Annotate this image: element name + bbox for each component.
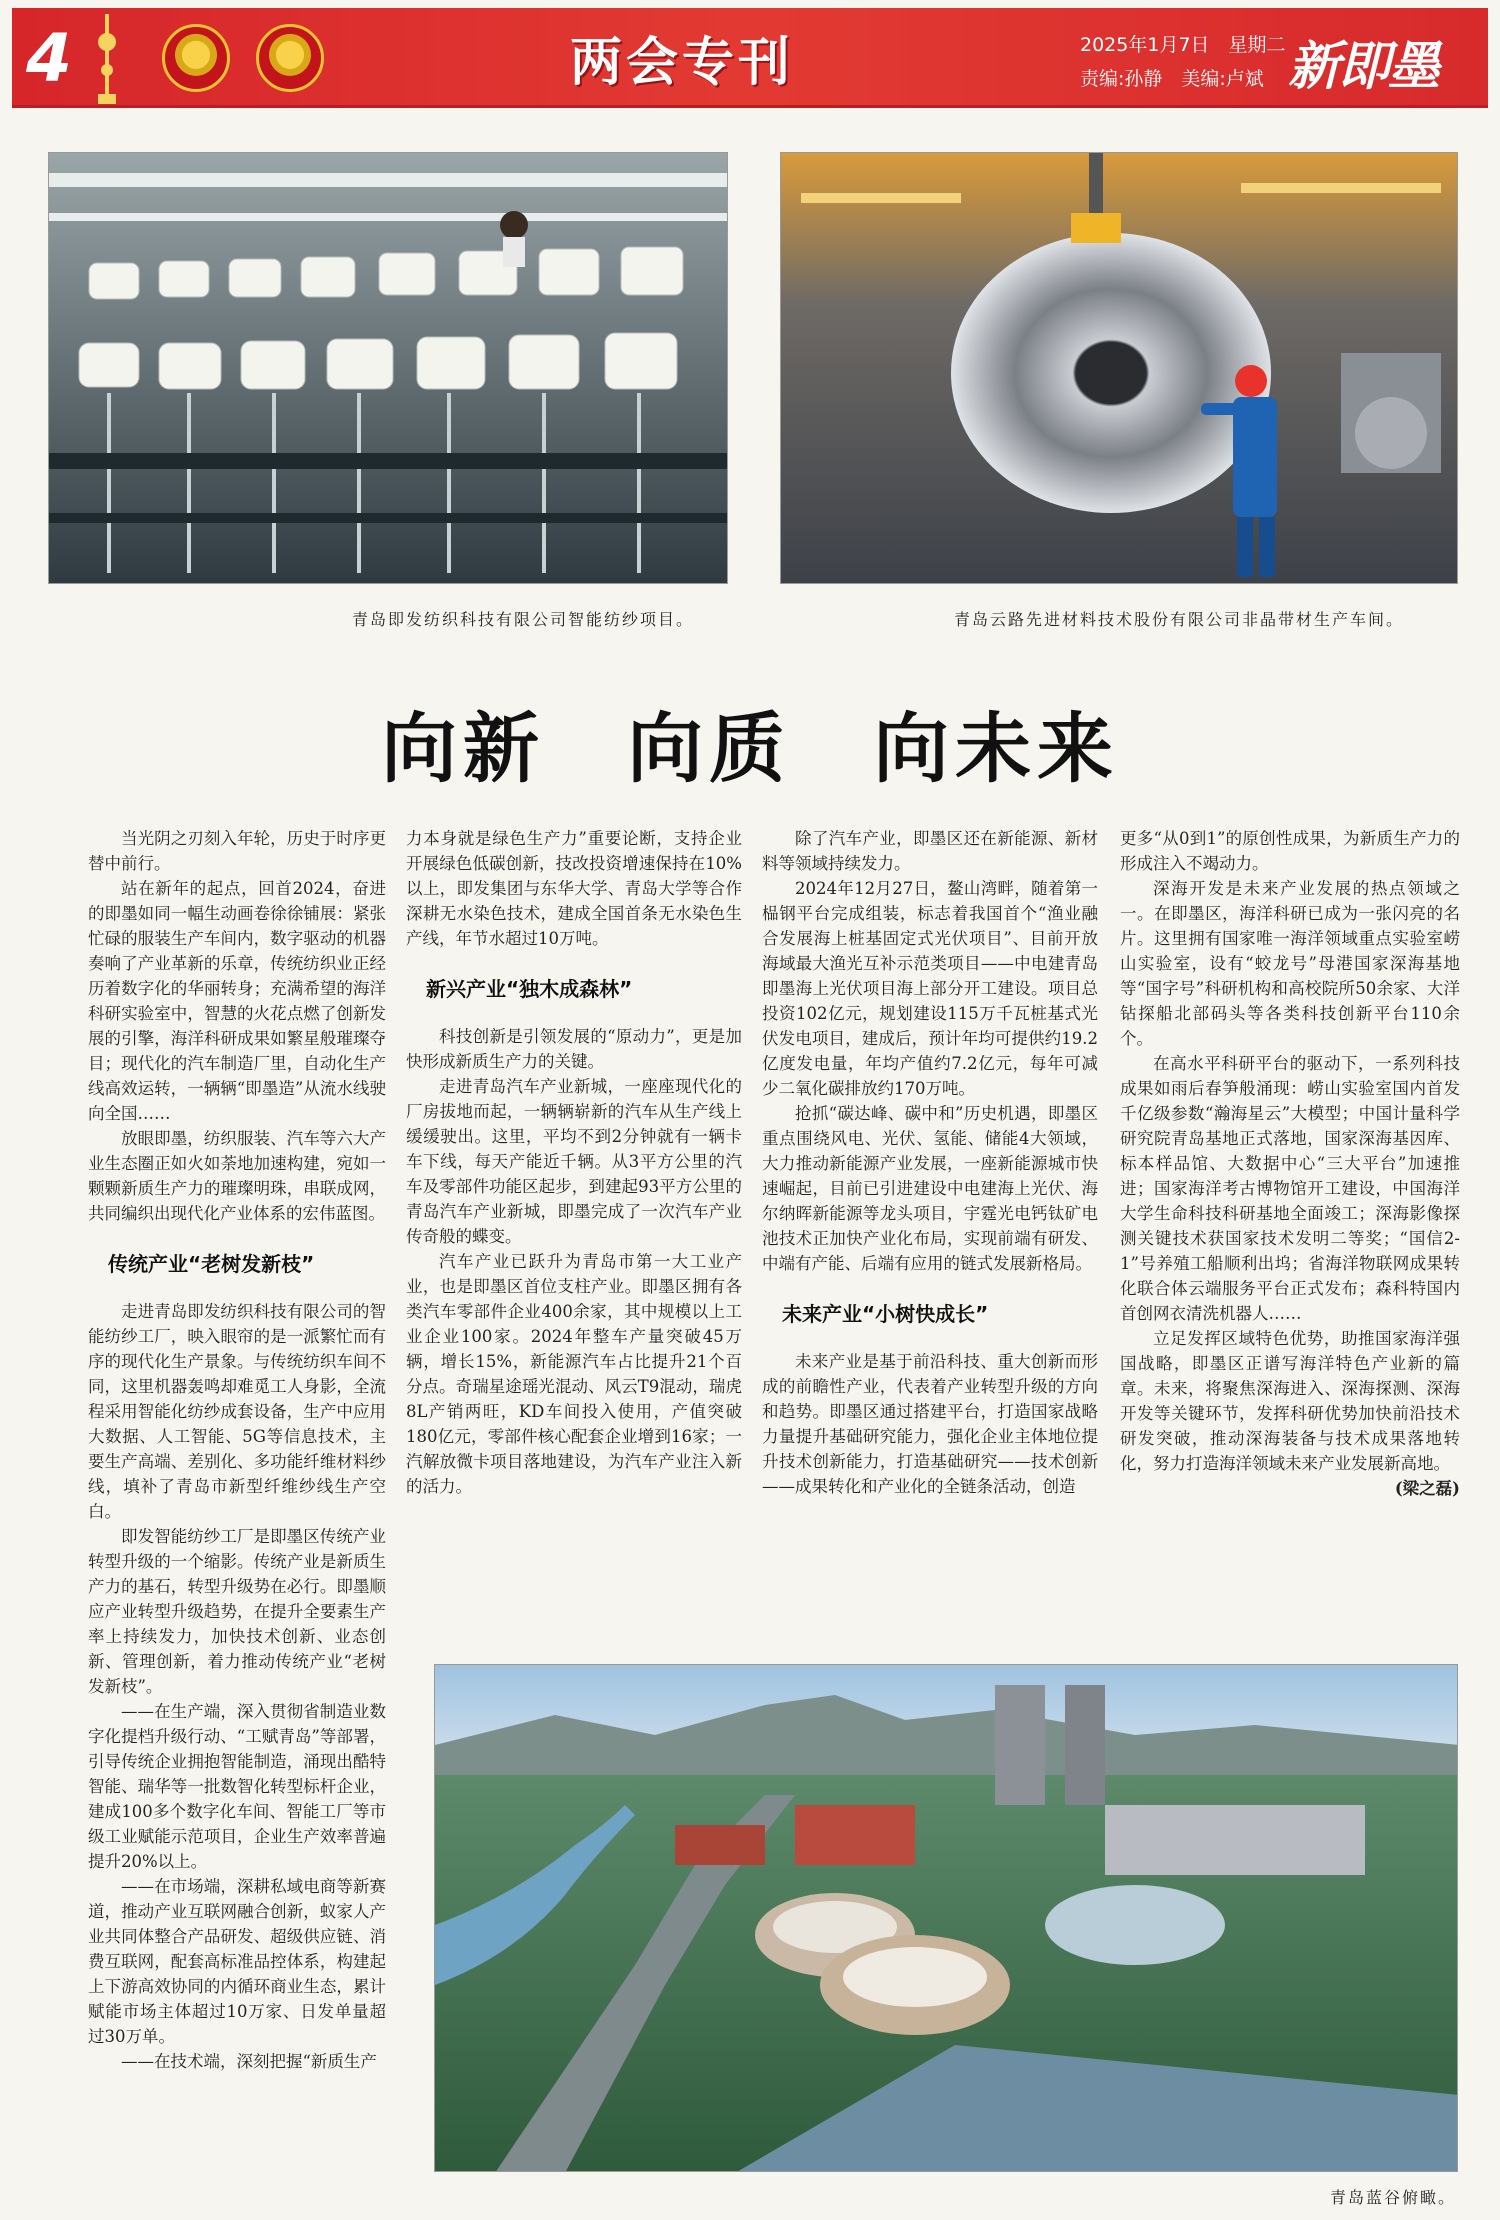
article-headline: 向新 向质 向未来 (381, 704, 1119, 793)
paragraph: 走进青岛即发纺织科技有限公司的智能纺纱工厂，映入眼帘的是一派繁忙而有序的现代化生产景象。与传统纺织车间不同，这里机器轰鸣却难觅工人身影，全流程采用智能化纺纱成套设备，生产中应用大数据、人工智能、5G等信息技术，主要生产高端、差别化、多功能纤维材料纱线，填补了青岛市新型纤维纱线生产空白。 (88, 1302, 386, 1521)
paragraph: 未来产业是基于前沿科技、重大创新而形成的前瞻性产业，代表着产业转型升级的方向和趋势。即墨区通过搭建平台，打造国家战略力量提升基础研究能力，强化企业主体地位提升技术创新能力，打造基础研究——技术创新——成果转化和产业化的全链条活动，创造 (762, 1352, 1098, 1496)
paragraph: 力本身就是绿色生产力”重要论断，支持企业开展绿色低碳创新，技改投资增速保持在10%以上，即发集团与东华大学、青岛大学等合作深耕无水染色技术，建成全国首条无水染色生产线，年节水超过10万吨。 (406, 829, 742, 948)
national-emblem-icon (162, 24, 230, 92)
issue-date: 2025年1月7日 星期二 (1080, 34, 1286, 56)
article-column-4 (1120, 826, 1460, 1501)
paragraph: 即发智能纺纱工厂是即墨区传统产业转型升级的一个缩影。传统产业是新质生产力的基石，转型升级势在必行。即墨顺应产业转型升级趋势，在提升全要素生产率上持续发力，加快技术创新、业态创新、管理创新，着力推动传统产业“老树发新枝”。 (88, 1527, 386, 1696)
page-number: 4 (26, 20, 72, 97)
paragraph: ——在市场端，深耕私域电商等新赛道，推动产业互联网融合创新，蚁家人产业共同体整合产品研发、超级供应链、消费互联网，配套高标准品控体系，构建起上下游高效协同的内循环商业生态，累计赋能市场主体超过10万家、日发单量超过30万单。 (88, 1877, 386, 2046)
aerial-photo-caption: 青岛蓝谷俯瞰。 (1330, 2188, 1457, 2207)
subheading-future-industry: 未来产业“小树快成长” (782, 1302, 989, 1326)
paper-logo: 新即墨 (1288, 36, 1439, 97)
paragraph: 汽车产业已跃升为青岛市第一大工业产业，也是即墨区首位支柱产业。即墨区拥有各类汽车零部件企业400余家，其中规模以上工业企业100家。2024年整车产量突破45万辆，增长15%，新能源汽车占比提升21个百分点。奇瑞星途瑶光混动、风云T9混动，瑞虎8L产销两旺，KD车间投入使用，产值突破180亿元，零部件核心配套企业增到16家；一汽解放微卡项目落地建设，为汽车产业注入新的活力。 (406, 1252, 742, 1496)
paragraph: 深海开发是未来产业发展的热点领域之一。在即墨区，海洋科研已成为一张闪亮的名片。这里拥有国家唯一海洋领域重点实验室崂山实验室，设有“蛟龙号”母港国家深海基地等“国字号”科研机构和高校院所50余家、大洋钻探船北部码头等各类科技创新平台110余个。 (1120, 879, 1460, 1048)
paragraph: ——在技术端，深刻把握“新质生产 (121, 2052, 377, 2071)
editor-credits: 责编:孙静 美编:卢斌 (1080, 68, 1264, 90)
paragraph: ——在生产端，深入贯彻省制造业数字化提档升级行动、“工赋青岛”等部署，引导传统企业拥抱智能制造，涌现出酷特智能、瑞华等一批数智化转型标杆企业，建成100多个数字化车间、智能工厂等市级工业赋能示范项目，企业生产效率普遍提升20%以上。 (88, 1702, 386, 1871)
paragraph: 科技创新是引领发展的“原动力”，更是加快形成新质生产力的关键。 (406, 1027, 742, 1071)
blue-valley-aerial-photo (434, 1664, 1458, 2172)
paragraph: 站在新年的起点，回首2024，奋进的即墨如同一幅生动画卷徐徐铺展：紧张忙碌的服装生产车间内，数字驱动的机器奏响了产业革新的乐章，传统纺织业正经历着数字化的华丽转身；充满希望的海洋科研实验室中，智慧的火花点燃了创新发展的引擎，海洋科研成果如繁星般璀璨夺目；现代化的汽车制造厂里，自动化生产线高效运转，一辆辆“即墨造”从流水线驶向全国…… (88, 879, 386, 1123)
article-column-1 (88, 826, 386, 2074)
paragraph: 当光阴之刃刻入年轮，历史于时序更替中前行。 (88, 829, 386, 873)
paragraph: 更多“从0到1”的原创性成果，为新质生产力的形成注入不竭动力。 (1120, 829, 1460, 873)
paragraph: 立足发挥区域特色优势，助推国家海洋强国战略，即墨区正谱写海洋特色产业新的篇章。未来，将聚焦深海进入、深海探测、深海开发等关键环节，发挥科研优势加快前沿技术研发突破，推动深海装备与技术成果落地转化，努力打造海洋领域未来产业发展新高地。 (1120, 1329, 1460, 1473)
section-title: 两会专刊 (569, 32, 794, 93)
tv-tower-icon (90, 14, 124, 104)
paragraph: 除了汽车产业，即墨区还在新能源、新材料等领域持续发力。 (762, 829, 1098, 873)
paragraph: 走进青岛汽车产业新城，一座座现代化的厂房拔地而起，一辆辆崭新的汽车从生产线上缓缓驶出。这里，平均不到2分钟就有一辆卡车下线，每天产能近千辆。从3平方公里的汽车及零部件功能区起步，到建起93平方公里的青岛汽车产业新城，即墨完成了一次汽车产业传奇般的蝶变。 (406, 1077, 742, 1246)
author-signoff: (梁之磊) (1394, 1479, 1460, 1498)
subheading-emerging-industry: 新兴产业“独木成森林” (426, 977, 633, 1001)
article-column-3 (762, 826, 1098, 1499)
textile-factory-photo (48, 152, 728, 584)
textile-photo-caption: 青岛即发纺织科技有限公司智能纺纱项目。 (352, 610, 695, 629)
masthead (12, 8, 1488, 108)
cppcc-emblem-icon (256, 24, 324, 92)
paragraph: 放眼即墨，纺织服装、汽车等六大产业生态圈正如火如荼地加速构建，宛如一颗颗新质生产力的璀璨明珠，串联成网，共同编织出现代化产业体系的宏伟蓝图。 (88, 1129, 386, 1223)
paragraph: 在高水平科研平台的驱动下，一系列科技成果如雨后春笋般涌现：崂山实验室国内首发千亿级参数“瀚海星云”大模型；中国计量科学研究院青岛基地正式落地，国家深海基因库、标本样品馆、大数据中心“三大平台”加速推进；国家海洋考古博物馆开工建设，中国海洋大学生命科技科研基地全面竣工；深海影像探测关键技术获国家技术发明二等奖；“国信2-1”号养殖工船顺利出坞；省海洋物联网成果转化联合体云端服务平台正式发布；森科特国内首创网衣清洗机器人…… (1120, 1054, 1460, 1323)
article-column-2 (406, 826, 742, 1499)
steel-coil-photo (780, 152, 1458, 584)
paragraph: 抢抓“碳达峰、碳中和”历史机遇，即墨区重点围绕风电、光伏、氢能、储能4大领域，大力推动新能源产业发展，一座新能源城市快速崛起，目前已引进建设中电建海上光伏、海尔纳晖新能源等龙头项目，宇霆光电钙钛矿电池技术正加快产业化布局，实现前端有研发、中端有产能、后端有应用的链式发展新格局。 (762, 1104, 1098, 1273)
paragraph: 2024年12月27日，鳌山湾畔，随着第一榀钢平台完成组装，标志着我国首个“渔业融合发展海上桩基固定式光伏项目”、目前开放海域最大渔光互补示范类项目——中电建青岛即墨海上光伏项目海上部分开工建设。项目总投资102亿元，规划建设115万千瓦桩基式光伏发电项目，建成后，预计年均可提供约19.2亿度发电量，年均产值约7.2亿元，每年可减少二氧化碳排放约170万吨。 (762, 879, 1098, 1098)
subheading-traditional-industry: 传统产业“老树发新枝” (108, 1252, 315, 1276)
steel-photo-caption: 青岛云路先进材料技术股份有限公司非晶带材生产车间。 (954, 610, 1405, 629)
